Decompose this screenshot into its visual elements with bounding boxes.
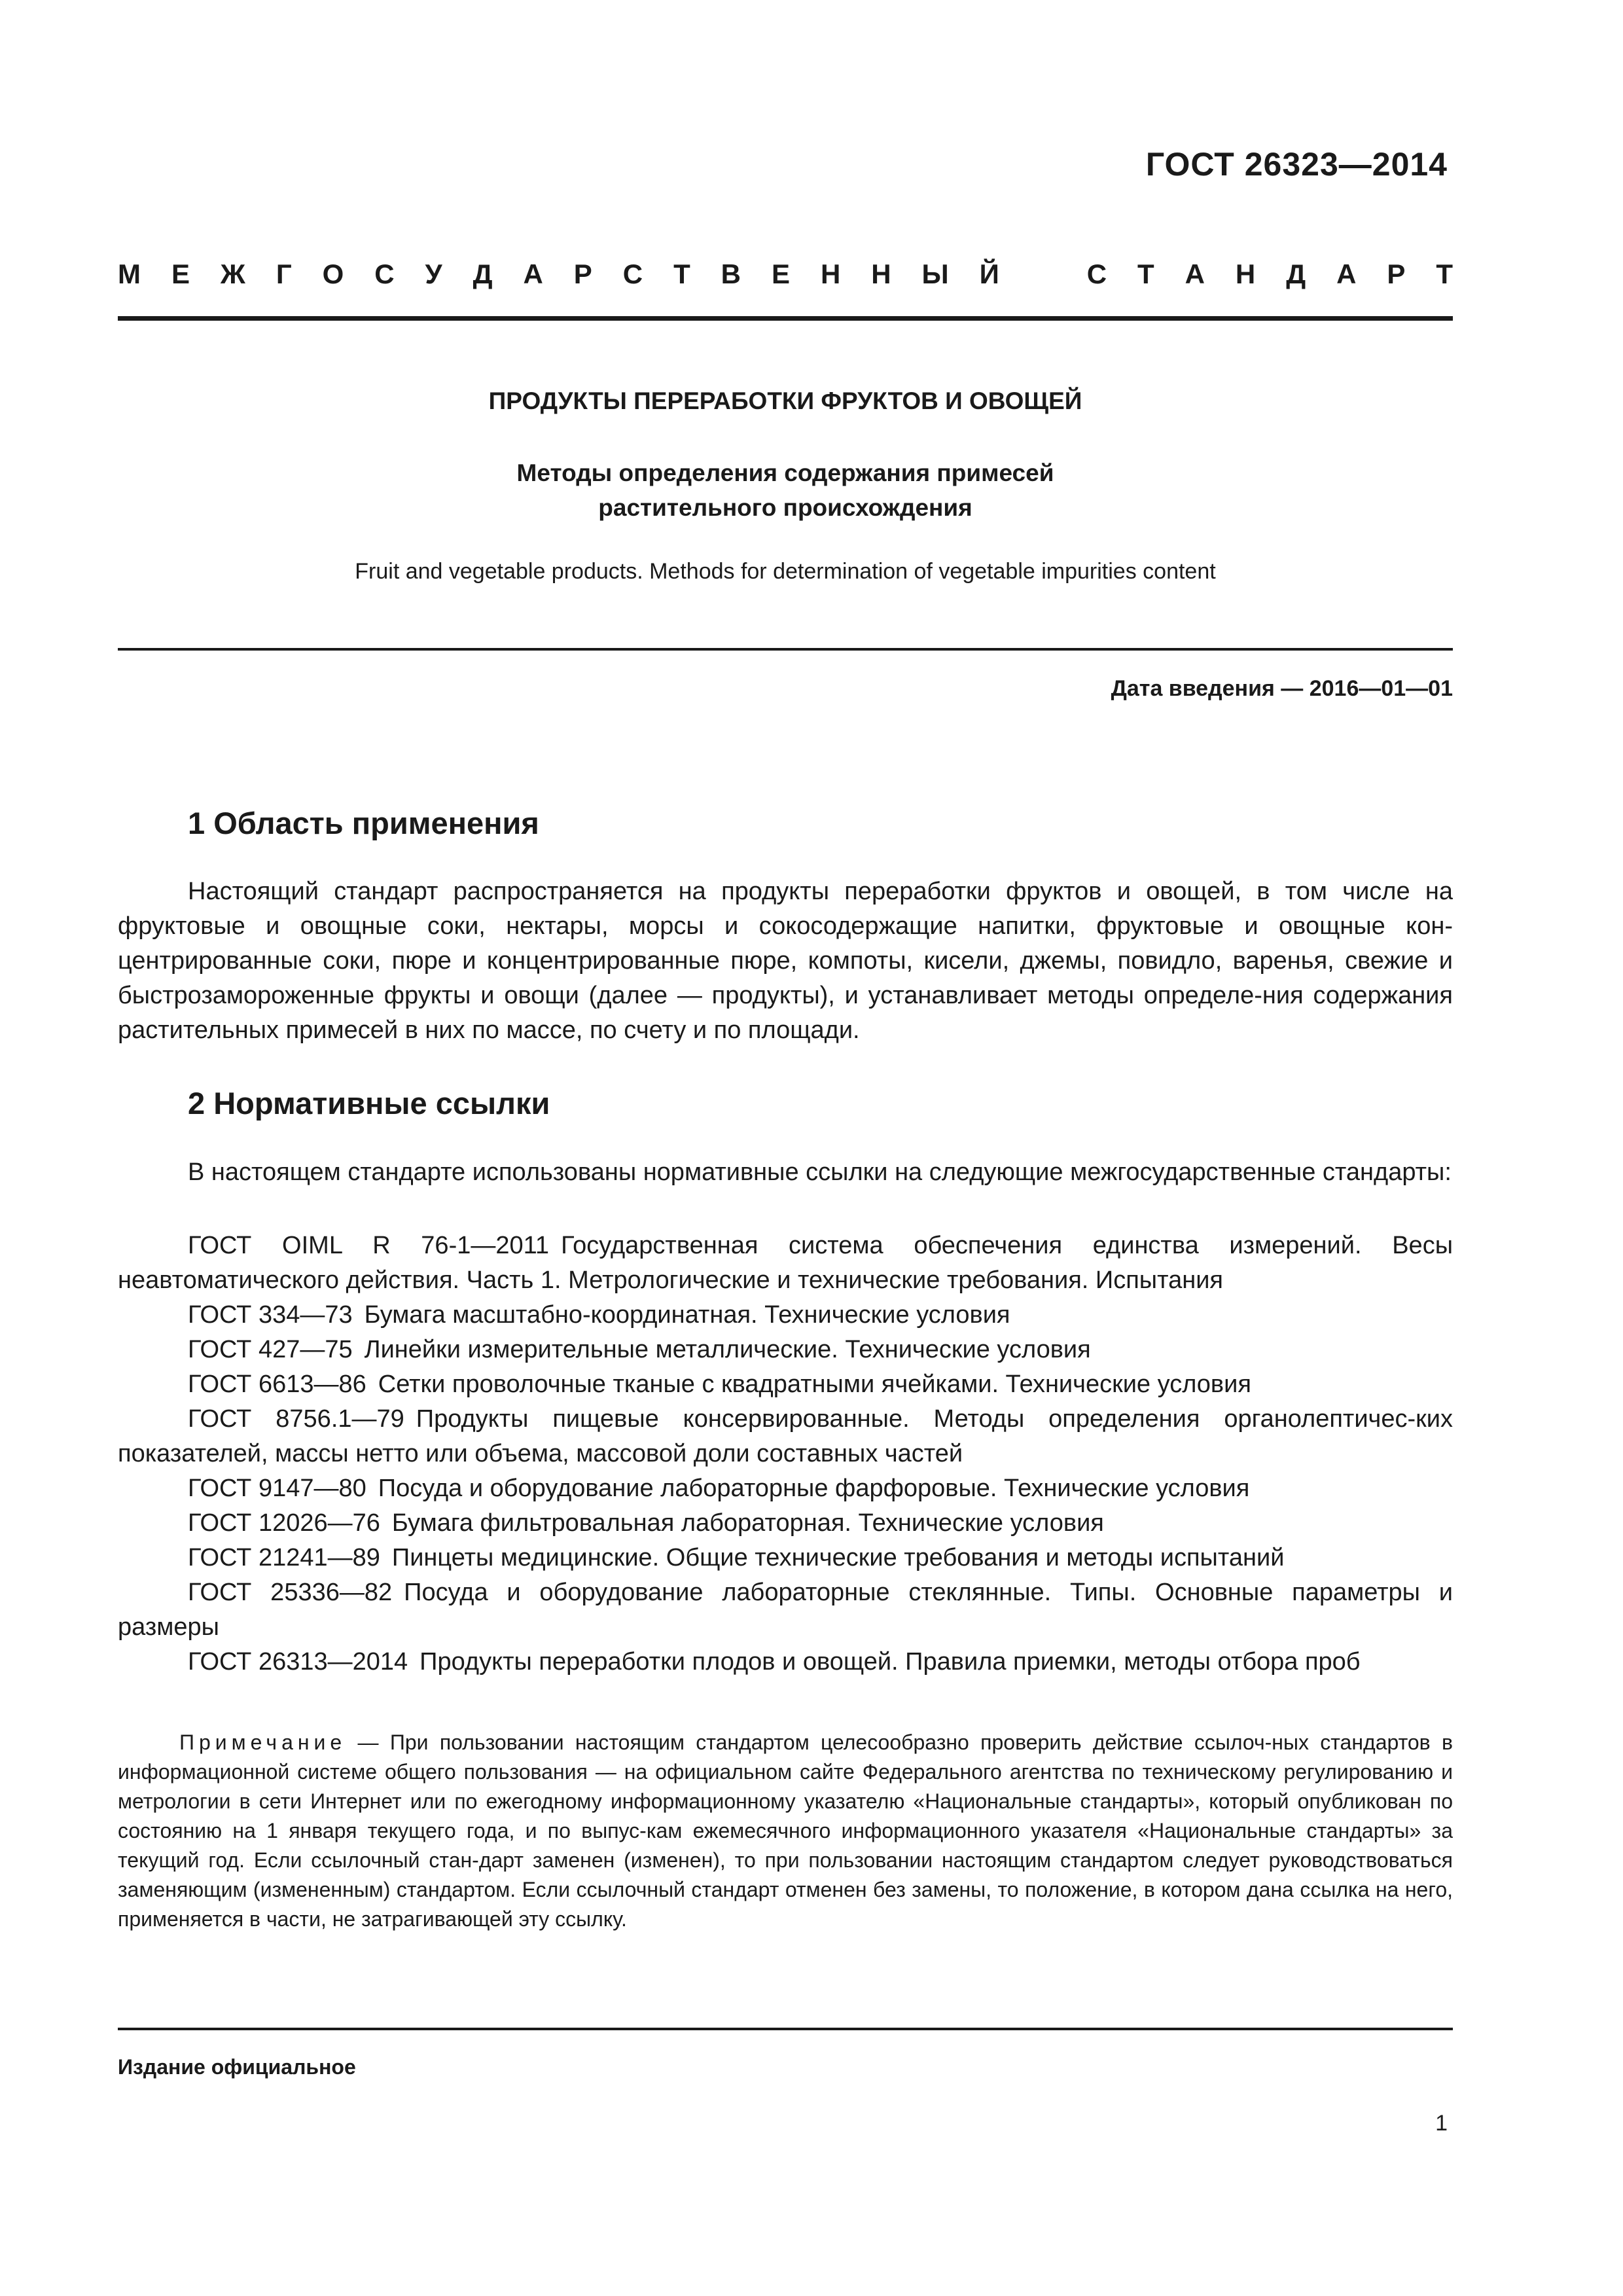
header-rule: [118, 316, 1453, 321]
reference-item: [118, 1506, 1453, 1541]
header-letter: Р: [573, 259, 592, 289]
note-paragraph: [118, 1728, 1453, 1934]
reference-code: ГОСТ 8756.1—79: [188, 1405, 404, 1433]
header-letter: Т: [1137, 259, 1154, 289]
reference-title: Бумага масштабно-координатная. Технические условия: [364, 1301, 1010, 1329]
header-letter: А: [1336, 259, 1357, 289]
header-letter: Р: [1387, 259, 1406, 289]
reference-title: Пинцеты медицинские. Общие технические требования и методы испытаний: [391, 1544, 1285, 1571]
header-letter: Д: [1286, 259, 1306, 289]
note-text: — При пользовании настоящим стандартом целесообразно проверить действие ссылоч-ных стандартов в информационной системе общего пользования — на официальном сайте Федерального агентства по техническому регулированию и метрологии в сети Интернет или по ежегодному информационному указателю «Национальные стандарты», который опубликован по состоянию на 1 января текущего года, и по выпус-кам ежемесячного информационного указателя «Национальные стандарты» за текущий год. Если ссылочный стан-дарт заменен (изменен), то при пользовании настоящим стандартом следует руководствоваться заменяющим (измененным) стандартом. Если ссылочный стандарт отменен без замены, то положение, в котором дана ссылка на него, применяется в части, не затрагивающей эту ссылку.: [118, 1731, 1453, 1931]
reference-item: [118, 1541, 1453, 1575]
reference-code: ГОСТ 427—75: [188, 1336, 353, 1363]
reference-title: Сетки проволочные тканые с квадратными ячейками. Технические условия: [378, 1371, 1251, 1398]
footer-rule: [118, 2028, 1453, 2030]
standard-type-header: [118, 259, 1453, 289]
header-letter: Н: [820, 259, 841, 289]
document-subtitle-line-2: растительного происхождения: [598, 494, 972, 521]
title-rule: [118, 648, 1453, 651]
reference-item: [118, 1367, 1453, 1402]
header-letter: О: [322, 259, 344, 289]
reference-code: ГОСТ 12026—76: [188, 1509, 380, 1537]
document-code: ГОСТ 26323—2014: [1145, 146, 1448, 183]
header-letter: Г: [276, 259, 292, 289]
page-number: 1: [1435, 2111, 1448, 2136]
document-subtitle-line-1: Методы определения содержания примесей: [516, 459, 1054, 486]
header-letter: А: [523, 259, 543, 289]
reference-code: ГОСТ 9147—80: [188, 1475, 366, 1502]
reference-item: [118, 1333, 1453, 1367]
header-letter: Е: [171, 259, 190, 289]
reference-title: Бумага фильтровальная лабораторная. Технические условия: [391, 1509, 1104, 1537]
reference-title: Линейки измерительные металлические. Технические условия: [364, 1336, 1091, 1363]
reference-item: [118, 1402, 1453, 1471]
edition-label: Издание официальное: [118, 2055, 356, 2079]
header-letter: Н: [871, 259, 891, 289]
document-title: ПРОДУКТЫ ПЕРЕРАБОТКИ ФРУКТОВ И ОВОЩЕЙ: [488, 387, 1082, 414]
header-letter: Й: [979, 259, 999, 289]
reference-code: ГОСТ 26313—2014: [188, 1648, 408, 1676]
header-letter: А: [1185, 259, 1205, 289]
references-list: [118, 1229, 1453, 1679]
header-letter: С: [1086, 259, 1107, 289]
note-label: Примечание: [179, 1731, 347, 1754]
header-letter: Ы: [921, 259, 949, 289]
reference-item: [118, 1645, 1453, 1679]
reference-title: Продукты пищевые консервированные. Методы определения органолептичес-ких показателей, массы нетто или объема, массовой доли составных частей: [118, 1405, 1453, 1467]
references-intro: В настоящем стандарте использованы нормативные ссылки на следующие межгосударственные стандарты:: [188, 1158, 1452, 1186]
reference-code: ГОСТ 6613—86: [188, 1371, 366, 1398]
header-letter: М: [118, 259, 141, 289]
reference-item: [118, 1575, 1453, 1645]
header-letter: Т: [673, 259, 690, 289]
reference-title: Посуда и оборудование лабораторные фарфоровые. Технические условия: [378, 1475, 1250, 1502]
header-letter: Д: [473, 259, 493, 289]
header-letter: В: [721, 259, 741, 289]
reference-code: ГОСТ 334—73: [188, 1301, 353, 1329]
header-letter: У: [425, 259, 442, 289]
reference-title: Посуда и оборудование лабораторные стеклянные. Типы. Основные параметры и размеры: [118, 1579, 1453, 1641]
scope-paragraph: Настоящий стандарт распространяется на продукты переработки фруктов и овощей, в том числе на фруктовые и овощные соки, нектары, морсы и сокосодержащие напитки, фруктовые и овощные кон-центрированные соки, пюре и концентрированные пюре, компоты, кисели, джемы, повидло, варенья, свежие и быстрозамороженные фрукты и овощи (далее — продукты), и устанавливает методы определе-ния содержания растительных примесей в них по массе, по счету и по площади.: [118, 878, 1453, 1044]
reference-code: ГОСТ 21241—89: [188, 1544, 380, 1571]
header-letter: Е: [771, 259, 790, 289]
header-letter: Т: [1436, 259, 1453, 289]
reference-item: [118, 1298, 1453, 1333]
header-letter: Ж: [220, 259, 245, 289]
english-title: Fruit and vegetable products. Methods for determination of vegetable impurities content: [355, 559, 1216, 584]
header-letter: С: [374, 259, 395, 289]
introduction-date: Дата введения — 2016—01—01: [1111, 676, 1453, 701]
reference-title: Продукты переработки плодов и овощей. Правила приемки, методы отбора проб: [419, 1648, 1361, 1676]
reference-item: [118, 1471, 1453, 1506]
section-heading-scope: 1 Область применения: [188, 806, 539, 840]
header-letter: С: [622, 259, 643, 289]
reference-code: ГОСТ OIML R 76-1—2011: [188, 1232, 550, 1259]
reference-code: ГОСТ 25336—82: [188, 1579, 393, 1606]
header-letter: Н: [1235, 259, 1256, 289]
reference-title: Государственная система обеспечения единства измерений. Весы неавтоматического действия. Часть 1. Метрологические и технические требования. Испытания: [118, 1232, 1454, 1294]
section-heading-references: 2 Нормативные ссылки: [188, 1086, 550, 1121]
reference-item: [118, 1229, 1453, 1298]
